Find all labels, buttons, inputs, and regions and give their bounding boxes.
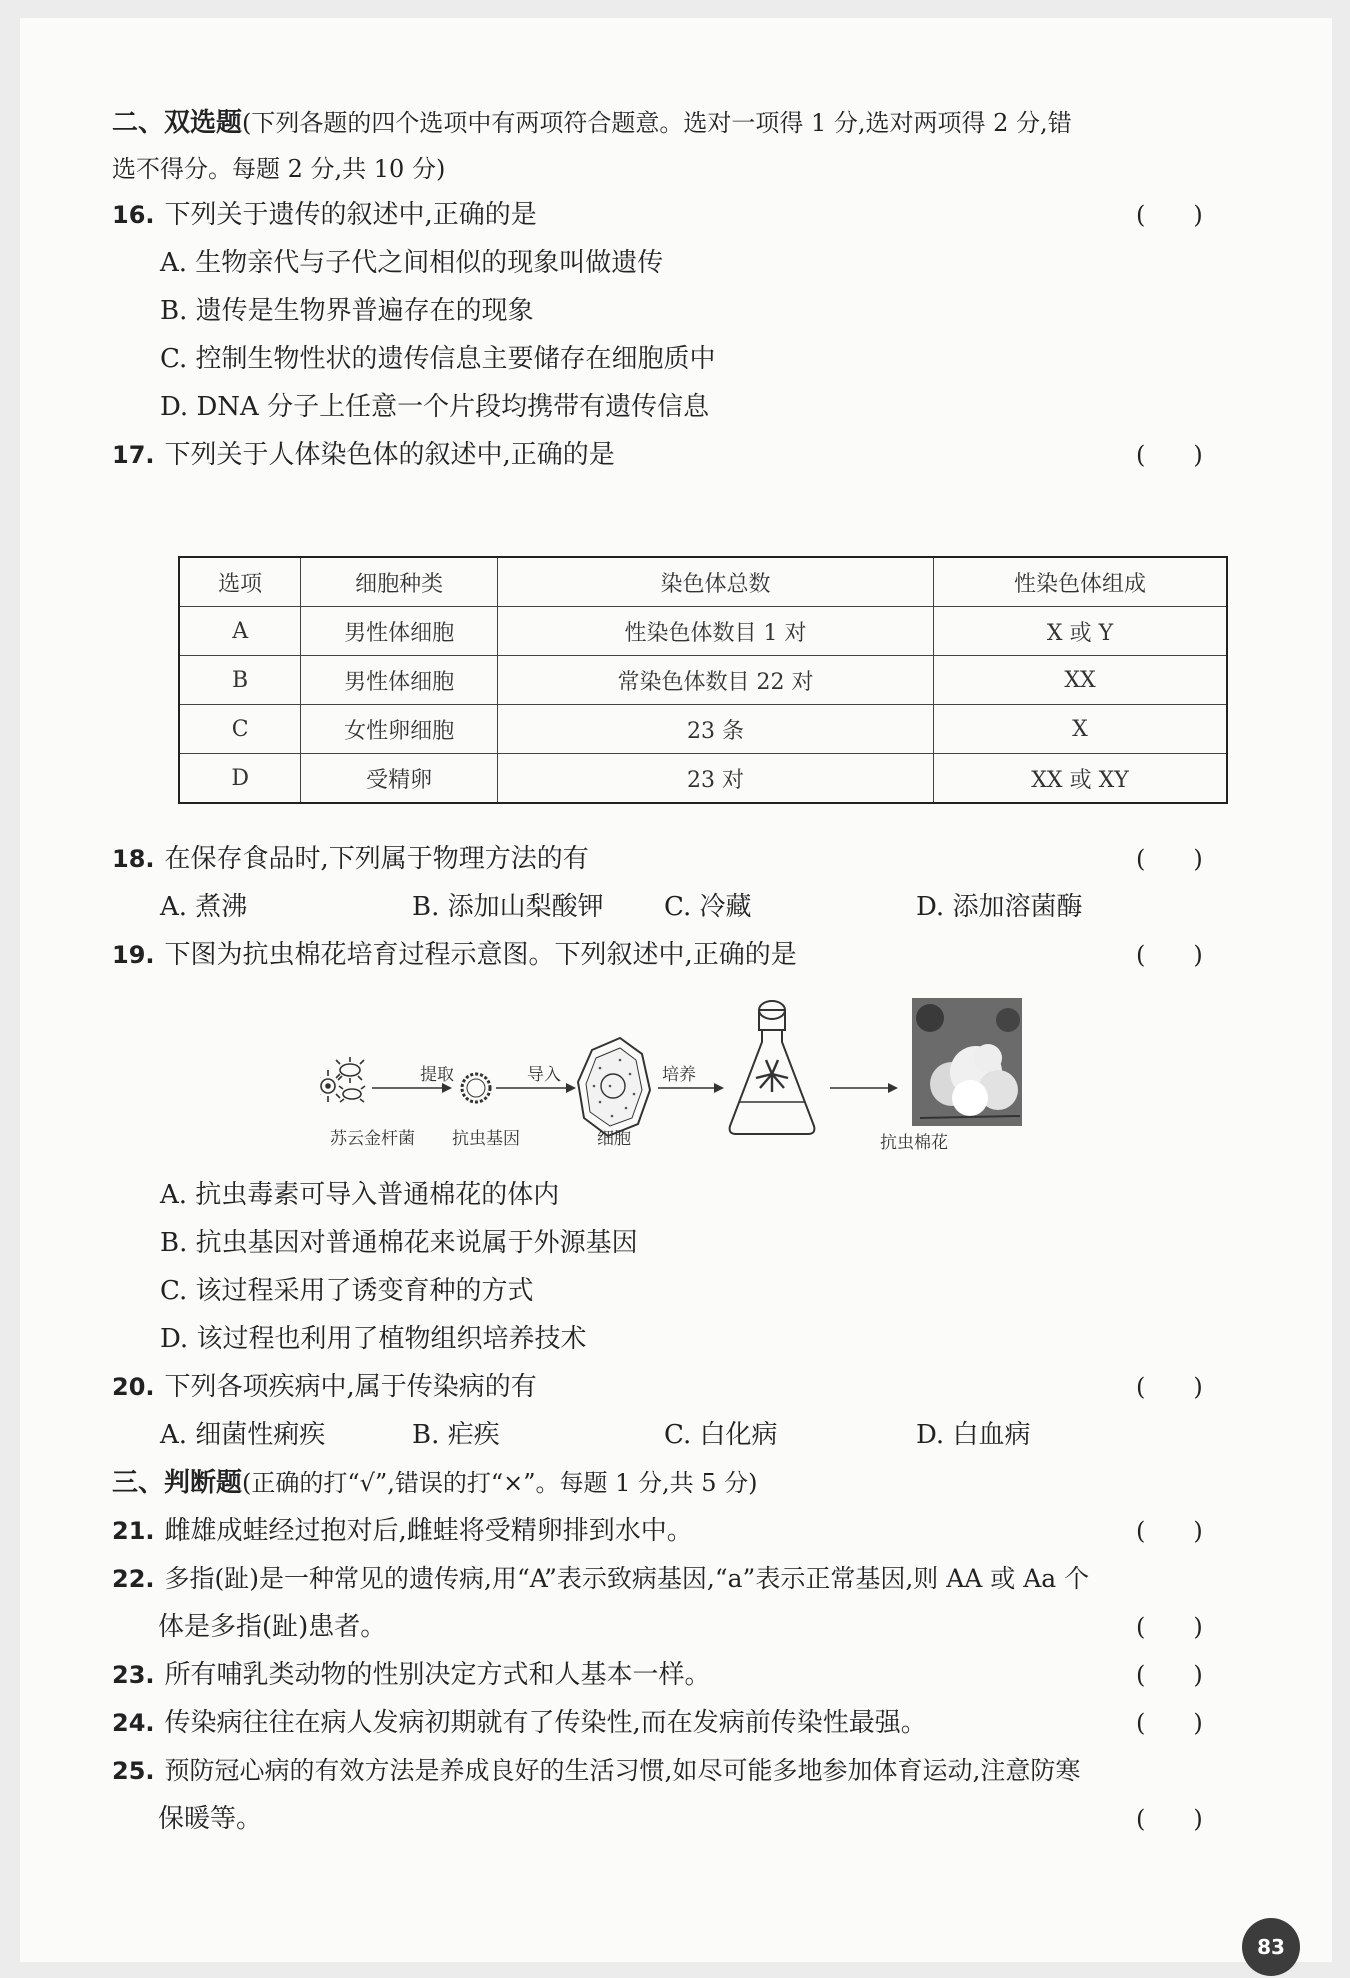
option-d: D. DNA 分子上任意一个片段均携带有遗传信息 (160, 392, 710, 422)
question-25 (112, 1754, 1080, 1788)
option-d: D. 白血病 (916, 1420, 1031, 1450)
table-header: 性染色体组成 (934, 557, 1227, 607)
table-header-row (179, 557, 1227, 607)
table-row (179, 754, 1227, 804)
textbook-page (20, 18, 1332, 1962)
arrow-label-import: 导入 (527, 1065, 561, 1085)
answer-bracket: ( ) (1136, 1805, 1203, 1833)
section3-heading (112, 1466, 758, 1500)
question-text: 下图为抗虫棉花培育过程示意图。下列叙述中,正确的是 (164, 940, 797, 970)
answer-bracket: ( ) (1136, 1613, 1203, 1641)
answer-bracket: ( ) (1136, 941, 1203, 969)
answer-bracket: ( ) (1136, 441, 1203, 469)
question-text: 雌雄成蛙经过抱对后,雌蛙将受精卵排到水中。 (164, 1516, 693, 1546)
question-21 (112, 1514, 693, 1548)
question-text-cont: 体是多指(趾)患者。 (158, 1612, 387, 1642)
table-cell: 男性体细胞 (301, 656, 498, 705)
answer-bracket: ( ) (1136, 1373, 1203, 1401)
table-cell: 性染色体数目 1 对 (497, 607, 933, 656)
cotton-plant-image (912, 998, 1022, 1126)
answer-bracket: ( ) (1136, 1709, 1203, 1737)
question-17 (112, 438, 615, 472)
question-text: 预防冠心病的有效方法是养成良好的生活习惯,如尽可能多地参加体育运动,注意防寒 (164, 1756, 1081, 1785)
question-text: 所有哺乳类动物的性别决定方式和人基本一样。 (164, 1660, 711, 1690)
bacteria-icon (320, 1057, 365, 1102)
option-b: B. 添加山梨酸钾 (412, 892, 604, 922)
gene-ring-icon (462, 1074, 490, 1102)
answer-bracket: ( ) (1136, 1517, 1203, 1545)
table-cell: 23 条 (497, 705, 933, 754)
table-header: 细胞种类 (301, 557, 498, 607)
table-cell: A (179, 607, 301, 656)
question-number: 24. (112, 1709, 155, 1737)
question-number: 16. (112, 201, 155, 229)
table-cell: X 或 Y (934, 607, 1227, 656)
arrow-label-extract: 提取 (420, 1065, 454, 1085)
question-text: 传染病往往在病人发病初期就有了传染性,而在发病前传染性最强。 (164, 1708, 927, 1738)
label-cell: 细胞 (597, 1129, 631, 1149)
option-c: C. 该过程采用了诱变育种的方式 (160, 1276, 534, 1306)
question-23 (112, 1658, 711, 1692)
question-20 (112, 1370, 537, 1404)
question-number: 21. (112, 1517, 155, 1545)
label-bacteria: 苏云金杆菌 (330, 1129, 415, 1149)
table-cell: XX (934, 656, 1227, 705)
question-22 (112, 1562, 1089, 1596)
table-header: 选项 (179, 557, 301, 607)
label-gene: 抗虫基因 (452, 1129, 520, 1149)
option-a: A. 细菌性痢疾 (160, 1420, 326, 1450)
section2-title: 二、双选题 (112, 108, 243, 138)
section2-heading (112, 106, 1072, 140)
option-c: C. 控制生物性状的遗传信息主要储存在细胞质中 (160, 344, 716, 374)
question-24 (112, 1706, 927, 1740)
table-cell: B (179, 656, 301, 705)
table-cell: D (179, 754, 301, 804)
table-cell: 23 对 (497, 754, 933, 804)
answer-bracket: ( ) (1136, 1661, 1203, 1689)
section2-note-line2: 选不得分。每题 2 分,共 10 分) (112, 155, 446, 183)
option-c: C. 冷藏 (664, 892, 752, 922)
question-number: 25. (112, 1757, 155, 1785)
culture-flask-icon (730, 1001, 815, 1134)
question-number: 18. (112, 845, 155, 873)
table-row (179, 607, 1227, 656)
table-cell: 男性体细胞 (301, 607, 498, 656)
question-number: 20. (112, 1373, 155, 1401)
section3-title: 三、判断题 (112, 1468, 243, 1498)
table-row (179, 705, 1227, 754)
arrow-label-culture: 培养 (662, 1065, 696, 1085)
answer-bracket: ( ) (1136, 201, 1203, 229)
option-b: B. 遗传是生物界普遍存在的现象 (160, 296, 534, 326)
option-b: B. 抗虫基因对普通棉花来说属于外源基因 (160, 1228, 638, 1258)
option-a: A. 抗虫毒素可导入普通棉花的体内 (160, 1180, 560, 1210)
option-a: A. 生物亲代与子代之间相似的现象叫做遗传 (160, 248, 664, 278)
option-a: A. 煮沸 (160, 892, 248, 922)
question-19 (112, 938, 797, 972)
section3-note: (正确的打“√”,错误的打“×”。每题 1 分,共 5 分) (242, 1469, 758, 1497)
question-number: 17. (112, 441, 155, 469)
option-d: D. 添加溶菌酶 (916, 892, 1083, 922)
answer-bracket: ( ) (1136, 845, 1203, 873)
question-number: 19. (112, 941, 155, 969)
table-cell: 常染色体数目 22 对 (497, 656, 933, 705)
question-text: 下列关于人体染色体的叙述中,正确的是 (164, 440, 615, 470)
table-cell: 受精卵 (301, 754, 498, 804)
table-cell: C (179, 705, 301, 754)
cell-icon (578, 1038, 650, 1136)
question-text: 下列关于遗传的叙述中,正确的是 (164, 200, 537, 230)
question-text: 下列各项疾病中,属于传染病的有 (164, 1372, 537, 1402)
label-cotton: 抗虫棉花 (880, 1133, 948, 1153)
arrow-2-head (566, 1083, 576, 1093)
question-text: 在保存食品时,下列属于物理方法的有 (164, 844, 589, 874)
option-d: D. 该过程也利用了植物组织培养技术 (160, 1324, 587, 1354)
table-cell: X (934, 705, 1227, 754)
option-b: B. 疟疾 (412, 1420, 500, 1450)
section2-note: (下列各题的四个选项中有两项符合题意。选对一项得 1 分,选对两项得 2 分,错 (242, 109, 1072, 137)
chromosome-table (178, 556, 1228, 804)
arrow-3-head (714, 1083, 724, 1093)
table-cell: 女性卵细胞 (301, 705, 498, 754)
question-16 (112, 198, 537, 232)
arrow-4-head (888, 1083, 898, 1093)
option-c: C. 白化病 (664, 1420, 778, 1450)
table-cell: XX 或 XY (934, 754, 1227, 804)
question-text-cont: 保暖等。 (158, 1804, 263, 1834)
page-number-badge: 83 (1242, 1918, 1300, 1976)
question-text: 多指(趾)是一种常见的遗传病,用“A”表示致病基因,“a”表示正常基因,则 AA 或 Aa 个 (164, 1564, 1090, 1593)
question-number: 23. (112, 1661, 155, 1689)
question-number: 22. (112, 1565, 155, 1593)
question-18 (112, 842, 589, 876)
table-row (179, 656, 1227, 705)
table-header: 染色体总数 (497, 557, 933, 607)
